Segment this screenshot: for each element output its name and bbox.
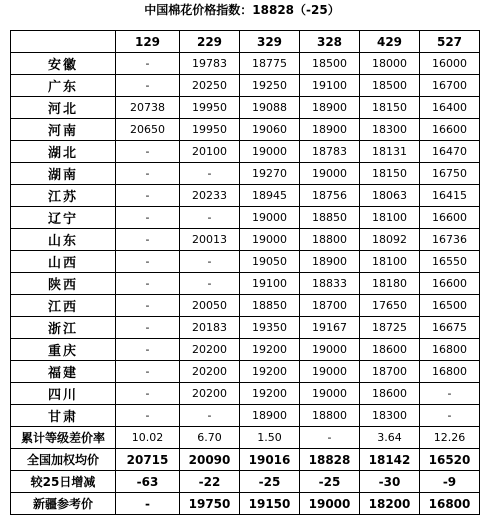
price-cell: 1.50 <box>240 427 300 449</box>
price-cell: -63 <box>116 471 180 493</box>
price-cell: - <box>116 53 180 75</box>
price-cell: 19060 <box>240 119 300 141</box>
price-cell: - <box>116 339 180 361</box>
row-label: 河北 <box>11 97 116 119</box>
row-label: 江苏 <box>11 185 116 207</box>
header-cell: 229 <box>180 31 240 53</box>
price-cell: 18833 <box>300 273 360 295</box>
price-cell: 18800 <box>300 405 360 427</box>
table-row <box>11 493 480 515</box>
price-cell: 18783 <box>300 141 360 163</box>
price-cell: 3.64 <box>360 427 420 449</box>
price-cell: - <box>300 427 360 449</box>
price-cell: 19350 <box>240 317 300 339</box>
table-row <box>11 229 480 251</box>
row-label: 山西 <box>11 251 116 273</box>
price-cell: 16400 <box>420 97 480 119</box>
price-cell: 18600 <box>360 339 420 361</box>
price-cell: 20183 <box>180 317 240 339</box>
header-cell <box>11 31 116 53</box>
row-label: 重庆 <box>11 339 116 361</box>
row-label: 湖北 <box>11 141 116 163</box>
price-cell: 18063 <box>360 185 420 207</box>
price-cell: -25 <box>300 471 360 493</box>
price-cell: -30 <box>360 471 420 493</box>
price-cell: 16800 <box>420 493 480 515</box>
price-cell: - <box>116 185 180 207</box>
price-cell: 20715 <box>116 449 180 471</box>
price-cell: 16470 <box>420 141 480 163</box>
price-cell: 19000 <box>300 361 360 383</box>
row-label: 辽宁 <box>11 207 116 229</box>
table-row <box>11 141 480 163</box>
price-cell: - <box>180 405 240 427</box>
price-cell: 12.26 <box>420 427 480 449</box>
price-cell: - <box>180 251 240 273</box>
price-cell: 18800 <box>300 229 360 251</box>
price-cell: 16800 <box>420 339 480 361</box>
price-cell: - <box>116 383 180 405</box>
row-label: 浙江 <box>11 317 116 339</box>
price-cell: 18725 <box>360 317 420 339</box>
table-row <box>11 163 480 185</box>
page-title: 中国棉花价格指数：18828（-25） <box>144 3 340 17</box>
price-cell: 18900 <box>300 119 360 141</box>
price-cell: -9 <box>420 471 480 493</box>
price-cell: 19000 <box>240 207 300 229</box>
price-cell: 18000 <box>360 53 420 75</box>
table-row <box>11 97 480 119</box>
price-cell: 18150 <box>360 163 420 185</box>
price-cell: 18092 <box>360 229 420 251</box>
price-cell: 16600 <box>420 119 480 141</box>
price-cell: - <box>116 405 180 427</box>
price-cell: 16700 <box>420 75 480 97</box>
price-cell: - <box>180 207 240 229</box>
price-cell: 20050 <box>180 295 240 317</box>
row-label: 湖南 <box>11 163 116 185</box>
price-cell: 18500 <box>360 75 420 97</box>
row-label: 江西 <box>11 295 116 317</box>
table-row <box>11 471 480 493</box>
price-cell: 16000 <box>420 53 480 75</box>
price-cell: 19270 <box>240 163 300 185</box>
price-cell: 20013 <box>180 229 240 251</box>
price-cell: 18700 <box>300 295 360 317</box>
price-cell: 19000 <box>300 493 360 515</box>
table-row <box>11 383 480 405</box>
row-label: 福建 <box>11 361 116 383</box>
price-cell: 20200 <box>180 339 240 361</box>
table-row <box>11 119 480 141</box>
price-cell: 19167 <box>300 317 360 339</box>
price-cell: 19000 <box>300 339 360 361</box>
table-row <box>11 75 480 97</box>
price-cell: 16520 <box>420 449 480 471</box>
price-cell: - <box>116 163 180 185</box>
row-label: 全国加权均价 <box>11 449 116 471</box>
price-cell: 19200 <box>240 383 300 405</box>
price-cell: 19200 <box>240 339 300 361</box>
price-cell: 18850 <box>240 295 300 317</box>
price-cell: 20200 <box>180 383 240 405</box>
price-cell: 19000 <box>300 383 360 405</box>
price-cell: 18900 <box>300 251 360 273</box>
table-row <box>11 207 480 229</box>
price-cell: 19100 <box>300 75 360 97</box>
row-label: 陕西 <box>11 273 116 295</box>
price-cell: 19250 <box>240 75 300 97</box>
price-cell: 19050 <box>240 251 300 273</box>
table-row <box>11 185 480 207</box>
price-cell: -25 <box>240 471 300 493</box>
price-cell: 16600 <box>420 207 480 229</box>
row-label: 河南 <box>11 119 116 141</box>
header-cell: 129 <box>116 31 180 53</box>
table-row <box>11 273 480 295</box>
price-cell: 18180 <box>360 273 420 295</box>
price-cell: 16600 <box>420 273 480 295</box>
price-cell: - <box>420 383 480 405</box>
price-cell: 16415 <box>420 185 480 207</box>
price-cell: 18700 <box>360 361 420 383</box>
price-cell: 18850 <box>300 207 360 229</box>
price-cell: 18945 <box>240 185 300 207</box>
price-cell: 18775 <box>240 53 300 75</box>
row-label: 累计等级差价率 <box>11 427 116 449</box>
price-cell: -22 <box>180 471 240 493</box>
header-cell: 329 <box>240 31 300 53</box>
price-cell: - <box>116 229 180 251</box>
price-cell: 19150 <box>240 493 300 515</box>
price-cell: 19200 <box>240 361 300 383</box>
price-cell: - <box>116 273 180 295</box>
price-cell: 18100 <box>360 251 420 273</box>
row-label: 四川 <box>11 383 116 405</box>
price-cell: 19088 <box>240 97 300 119</box>
row-label: 广东 <box>11 75 116 97</box>
price-cell: - <box>180 163 240 185</box>
table-row <box>11 405 480 427</box>
price-cell: 18150 <box>360 97 420 119</box>
price-cell: 18300 <box>360 405 420 427</box>
table-row <box>11 53 480 75</box>
price-cell: 20100 <box>180 141 240 163</box>
header-cell: 429 <box>360 31 420 53</box>
row-label: 新疆参考价 <box>11 493 116 515</box>
price-cell: 19000 <box>240 141 300 163</box>
price-cell: 16736 <box>420 229 480 251</box>
price-cell: 20738 <box>116 97 180 119</box>
price-cell: 18828 <box>300 449 360 471</box>
price-cell: 18600 <box>360 383 420 405</box>
price-cell: - <box>116 317 180 339</box>
price-cell: 19950 <box>180 97 240 119</box>
price-cell: 16675 <box>420 317 480 339</box>
table-row <box>11 317 480 339</box>
price-cell: 19016 <box>240 449 300 471</box>
price-cell: 20200 <box>180 361 240 383</box>
price-cell: 16550 <box>420 251 480 273</box>
price-cell: 16800 <box>420 361 480 383</box>
table-row <box>11 251 480 273</box>
price-cell: 19783 <box>180 53 240 75</box>
price-cell: 18900 <box>240 405 300 427</box>
price-cell: 20233 <box>180 185 240 207</box>
table-row <box>11 339 480 361</box>
header-cell: 527 <box>420 31 480 53</box>
header-cell: 328 <box>300 31 360 53</box>
price-cell: 18200 <box>360 493 420 515</box>
price-cell: - <box>116 141 180 163</box>
price-cell: 18756 <box>300 185 360 207</box>
price-cell: 18131 <box>360 141 420 163</box>
row-label: 较25日增减 <box>11 471 116 493</box>
price-cell: 17650 <box>360 295 420 317</box>
row-label: 甘肃 <box>11 405 116 427</box>
price-cell: 18500 <box>300 53 360 75</box>
price-cell: - <box>116 361 180 383</box>
price-cell: - <box>116 75 180 97</box>
price-cell: 16750 <box>420 163 480 185</box>
price-cell: - <box>116 493 180 515</box>
row-label: 山东 <box>11 229 116 251</box>
price-cell: 18900 <box>300 97 360 119</box>
table-row <box>11 427 480 449</box>
cotton-price-table <box>10 30 480 515</box>
price-cell: 19750 <box>180 493 240 515</box>
header-row <box>11 31 480 53</box>
row-label: 安徽 <box>11 53 116 75</box>
price-cell: 19000 <box>240 229 300 251</box>
price-cell: 18300 <box>360 119 420 141</box>
price-cell: 19950 <box>180 119 240 141</box>
price-cell: 10.02 <box>116 427 180 449</box>
price-cell: - <box>116 295 180 317</box>
price-cell: 19100 <box>240 273 300 295</box>
price-cell: 20090 <box>180 449 240 471</box>
price-cell: - <box>116 251 180 273</box>
price-cell: 18142 <box>360 449 420 471</box>
price-cell: 19000 <box>300 163 360 185</box>
price-cell: - <box>116 207 180 229</box>
price-cell: - <box>180 273 240 295</box>
price-cell: 20250 <box>180 75 240 97</box>
price-cell: 18100 <box>360 207 420 229</box>
table-row <box>11 361 480 383</box>
price-cell: 16500 <box>420 295 480 317</box>
price-cell: 6.70 <box>180 427 240 449</box>
price-cell: - <box>420 405 480 427</box>
table-row <box>11 295 480 317</box>
price-cell: 20650 <box>116 119 180 141</box>
table-row <box>11 449 480 471</box>
